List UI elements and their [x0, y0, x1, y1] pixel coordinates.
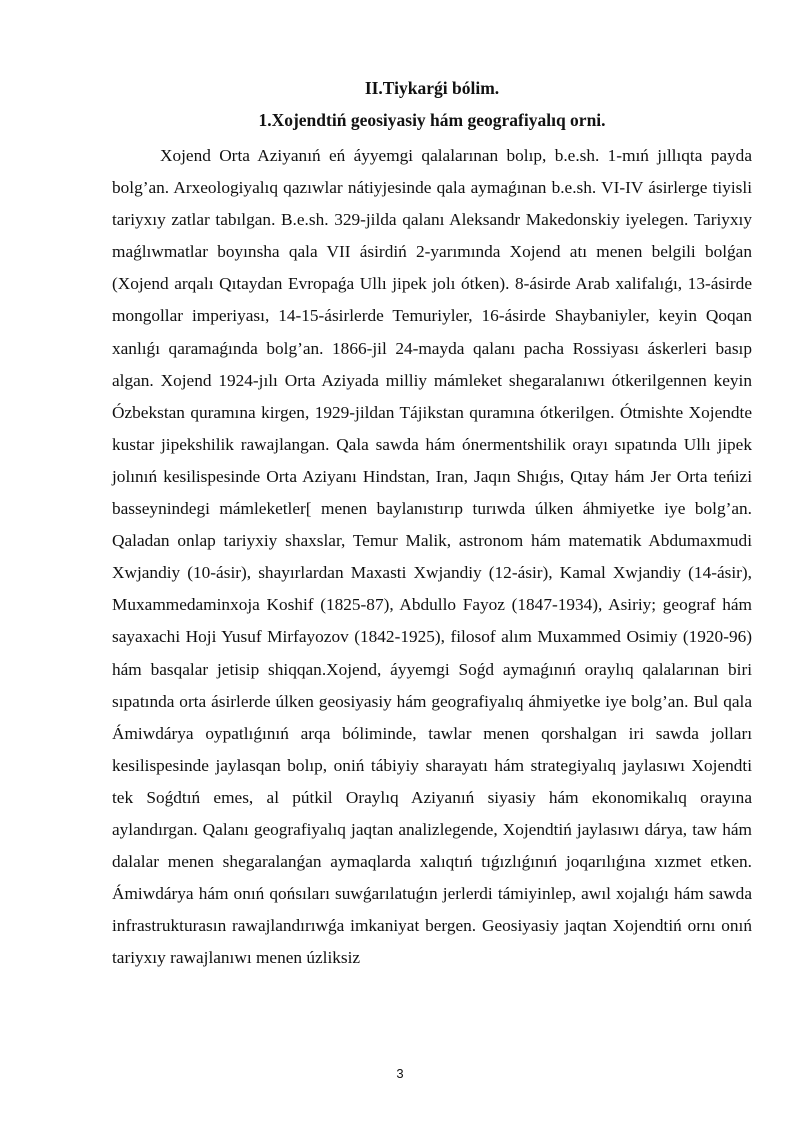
subsection-title: 1.Xojendtiń geosiyasiy hám geografiyalıq orni. [258, 110, 606, 130]
page-number: 3 [396, 1066, 404, 1081]
body-paragraph: Xojend Orta Aziyanıń eń áyyemgi qalalarınan bolıp, b.e.sh. 1-mıń jıllıqta payda bolg’an. Arxeologiyalıq qazıwlar nátiyjesinde qala aymaǵınan b.e.sh. VI-IV ásirlerge tiyisli tariyxıy zatlar tabılgan. B.e.sh. 329-jilda qalanı Aleksandr Makedonskiy iyelegen. Tariyxıy maǵlıwmatlar boyınsha qala VII ásirdiń 2-yarımında Xojend atı menen belgili bolǵan (Xojend arqalı Qıtaydan Evropaǵa Ullı jipek jolı ótken). 8-ásirde Arab xalifalıǵı, 13-ásirde mongollar imperiyası, 14-15-ásirlerde Temuriyler, 16-ásirde Shaybaniyler, keyin Qoqan xanlıǵı qaramaǵında bolg’an. 1866-jil 24-mayda qalanı pacha Rossiyası áskerleri basıp algan. Xojend 1924-jılı Orta Aziyada milliy mámleket shegaralanıwı ótkerilgennen keyin Ózbekstan quramına kirgen, 1929-jildan Tájikstan quramına ótkerilgen. Ótmishte Xojendte kustar jipekshilik rawajlangan. Qala sawda hám ónermentshilik orayı sıpatında Ullı jipek jolınıń kesilispesinde Orta Aziyanı Hindstan, Iran, Jaqın Shıǵıs, Qıtay hám Jer Orta teńizi basseynindegi mámleketler[ menen baylanıstırıp turıwda úlken áhmiyetke iye bolg’an. Qaladan onlap tariyxiy shaxslar, Temur Malik, astronom hám matematik Abdumaxmudi Xwjandiy (10-ásir), shayırlardan Maxasti Xwjandiy (12-ásir), Kamal Xwjandiy (14-ásir), Muxammedaminxoja Koshif (1825-87), Abdullo Fayoz (1847-1934), Asiriy; geograf hám sayaxachi Hoji Yusuf Mirfayozov (1842-1925), filosof alım Muxammed Osimiy (1920-96) hám basqalar jetisip shiqqan.Xojend, áyyemgi Soǵd aymaǵınıń oraylıq qalalarınan biri sıpatında orta ásirlerde úlken geosiyasiy hám geografiyalıq áhmiyetke iye bolg’an. Bul qala Ámiwdárya oypatlıǵınıń arqa bóliminde, tawlar menen qorshalgan iri sawda jolları kesilispesinde jaylasqan bolıp, oniń tábiyiy sharayatı hám strategiyalıq jaylasıwı Xojendti tek Soǵdtıń emes, al pútkil Oraylıq Aziyanıń siyasiy hám ekonomikalıq orayına aylandırgan. Qalanı geografiyalıq jaqtan analizlegende, Xojendtiń jaylasıwı dárya, taw hám dalalar menen shegaralanǵan aymaqlarda xalıqtıń tıǵızlıǵınıń joqarılıǵına xızmet etken. Ámiwdárya hám onıń qońsıları suwǵarılatuǵın jerlerdi támiyinlep, awıl xojalıǵı hám sawda infrastrukturasın rawajlandırıwǵa imkaniyat bergen. Geosiyasiy jaqtan Xojendtiń ornı onıń tariyxıy rawajlanıwı menen úzliksiz [112, 146, 752, 968]
section-title: II.Tiykarǵi bólim. [364, 78, 500, 98]
